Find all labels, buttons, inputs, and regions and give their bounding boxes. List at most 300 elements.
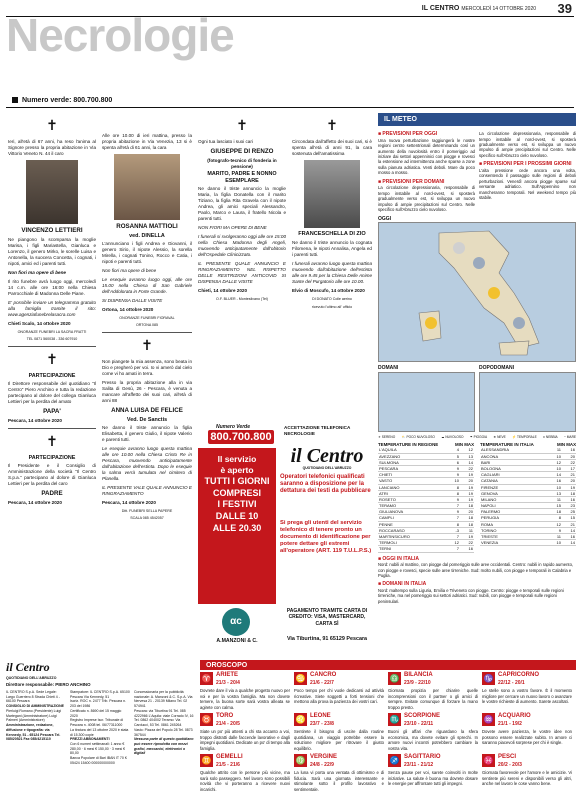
sign-text: Le stelle sono a vostro favore. È il momento migliore per cercare un nuovo lavoro o avanzare le vostre richieste di aumento. Sarete ascoltati. [482, 688, 572, 705]
horoscope-sign [294, 754, 384, 796]
legend-item: ~ MARE [564, 434, 576, 439]
sign-text: Dovete avere pazienza, le vostre idee non possono essere realizzate subito. In amore ci saranno piacevoli sorprese per chi è single. [482, 729, 572, 746]
temp-max: 18 [460, 521, 474, 527]
cross-icon: ✝ [326, 118, 338, 134]
temp-row [378, 546, 474, 552]
italy-map-dopodomani [479, 372, 576, 432]
temp-max: 16 [562, 496, 576, 502]
meteo-domani-text: La circolazione depressionaria, responsabile di tempo instabile al nord-ovest, si sposterà gradualmente verso est, si sviluppa un nuovo impulso di ampie precipitazioni sul Centro. Nelle specifico sull'Abruzzo cielo nuvoloso. [378, 185, 475, 213]
temp-min: 9 [446, 496, 460, 502]
city-name: PALERMO [480, 509, 548, 515]
temp-max: 13 [460, 453, 474, 459]
participation-place: Pescara, 14 ottobre 2020 [8, 417, 62, 423]
sign-name: PESCI [498, 754, 517, 760]
cross-icon: ✝ [46, 118, 58, 134]
temp-max: 18 [460, 503, 474, 509]
city-name: BOLOGNA [480, 465, 548, 471]
agency-tel: ricevuto l'ultimo all' ufficio [311, 304, 353, 309]
obituary-funeral: I funerali avranno luogo questa mattina muovendo dall'abitazione dell'estinta alle ore 9.45 per la Chiesa Delle Anime Sante del Purgatorio alle ore 10.00. [292, 261, 372, 284]
city-name: TERAMO [378, 503, 446, 509]
legend-item: ☂ PIOGGIA [469, 434, 488, 439]
city-name: VENEZIA [480, 540, 548, 546]
section-title: Necrologie [6, 9, 234, 61]
domani-italia-text: Nord: maltempo sulla Liguria, Emilia e Triveneto con piogge. Centro: piogge e temporali sulle regioni tirreniche, ma nel pomeriggio sui settori adriatici. Sud: nubili, con piogge e temporali sulle regioni peninsulari. [378, 587, 564, 604]
meteo-forecasts [378, 128, 576, 212]
sign-date: 23/11 - 21/12 [404, 761, 434, 768]
city-name: ROMA [480, 521, 548, 527]
temp-max: 23 [562, 503, 576, 509]
participation-name: PAPA' [43, 407, 61, 415]
temp-max: 15 [562, 515, 576, 521]
meteo-panel [378, 113, 576, 643]
max-label: MAX [464, 441, 474, 447]
city-name: ALESSANDRIA [480, 447, 548, 453]
oroscopo-header: OROSCOPO [200, 660, 576, 670]
ad-service-line: COMPRESI [212, 487, 261, 498]
temp-italia-title: TEMPERATURE IN ITALIA [480, 441, 534, 447]
participation-text: Il Direttore responsabile del quotidiano "Il Centro" Piero Anchino e tutta la redazione partecipano al dolore del collega Gianluca Lettieri per la perdita del amato [8, 380, 96, 404]
temp-max: 14 [562, 527, 576, 533]
ad-brand-logo: il Centro [290, 445, 364, 467]
ad-service-line: Il servizio [217, 454, 257, 464]
city-name: ANCONA [480, 453, 548, 459]
sign-date: 23/9 - 22/10 [404, 679, 431, 686]
sign-text: Sentirete il bisogno di uscire dalla routine quotidiana, un viaggio potrebbe essere la soluzione migliore per ritrovare il giusto equilibrio. [294, 729, 384, 751]
obituary-place: Pescara, 14 ottobre 2020 [102, 499, 156, 505]
sign-date: 21/4 - 20/5 [216, 720, 240, 727]
temp-min: 8 [446, 521, 460, 527]
city-name: FIRENZE [480, 484, 548, 490]
zodiac-icon: ♏ [389, 715, 400, 724]
italy-map-oggi [378, 222, 576, 362]
deceased-subtitle: Ved. De Sanctis [126, 416, 168, 423]
zodiac-icon: ♑ [483, 674, 494, 683]
cross-icon: ✝ [141, 338, 153, 355]
masthead-name: IL CENTRO [421, 5, 460, 12]
temp-max: 19 [460, 496, 474, 502]
column-1 [8, 113, 96, 509]
temp-min: -3 [446, 527, 460, 533]
city-name: GENOVA [480, 490, 548, 496]
temp-min: 6 [446, 459, 460, 465]
map-oggi-label: OGGI [378, 215, 392, 222]
temp-max: 19 [562, 484, 576, 490]
temp-min: 7 [446, 515, 460, 521]
masthead-date: MERCOLEDÌ 14 OTTOBRE 2020 [461, 6, 536, 12]
city-name: L'AQUILA [378, 447, 446, 453]
participation-label: PARTECIPAZIONE [28, 454, 76, 461]
obituary-intro: Presso la propria abitazione alla in via Salita di Gesù, 26 - Pescara, è venuta a mancare all'affetto dei suoi cari, all'età di anni 88 [102, 379, 192, 403]
obituary-note: IL PRESENTE VALE QUALE ANNUNCIO E RINGRAZIAMENTO [102, 484, 192, 496]
agency: ONORANZE FUNEBRI FIORAVAL [119, 315, 175, 320]
city-name: CAMPLI [378, 515, 446, 521]
temp-max: 18 [460, 515, 474, 521]
sign-text: Giornata favorevole per l'amore e le amicizie. Vi sentirete più sereni e disponibili verso gli altri, anche nel lavoro le cose vanno bene. [482, 770, 572, 787]
sign-name: BILANCIA [404, 672, 433, 678]
ad-address: Via Tiburtina, 91 65129 Pescara [286, 636, 368, 642]
horoscope-sign [482, 754, 572, 796]
zodiac-icon: ♋ [295, 674, 306, 683]
ad-prega: Si prega gli utenti del servizio telefonico di tenere pronto un documento di identificazione per potere dettare gli estremi all'operatore (ART. 119 T.U.L.P.S.) [280, 520, 372, 554]
max-label: MAX [566, 441, 576, 447]
temp-max: 18 [562, 490, 576, 496]
temp-row [480, 540, 576, 546]
temp-max: 16 [562, 534, 576, 540]
numero-verde: Numero verde: 800.700.800 [22, 97, 113, 104]
temp-min: 5 [446, 453, 460, 459]
temp-min: 10 [548, 465, 562, 471]
obituary-text: Ne danno il triste annuncio la cognata Filomena, le nipoti Annalisa, Angela ed i parenti tutti. [292, 240, 372, 258]
horoscope-sign [200, 672, 290, 714]
obituary-funeral: Le esequie avranno luogo questa mattina alle ore 10.00 nella Chiesa Cristo Re in Pescara, muovendo anticipatamente dall'abitazione dell'estinta. Dopo le esequie la salma verrà tumulata nel cimitero di Planella. [102, 445, 192, 481]
city-name: PESCARA [378, 465, 446, 471]
publisher-col-2: Stampatore: IL CENTRO S.p.A. 65100 Pescara Via Kennedy, 51 Iscriz. ROC n. 2477 Trib. Pescara n. 203 del 1986 Certificato n. 8690 del 15 maggio 2020 Registro Imprese Iscr. Tribunale di Pescara n. 4008 tel. 06/77311000 La tiratura del 13 ottobre 2020 è stata di 15.300 copie PREZZI ABBONAMENTI Con 6 numeri settimanali: 1 anno € 280,00 · 6 mesi € 150,00 · 3 mesi € 80,00 Banca Popolare di Bari IBAN IT 70 K 05424 15400 000000000000 [70, 690, 130, 765]
obituary-place: Ortona, 14 ottobre 2020 [102, 306, 154, 312]
city-name: LANCIANO [378, 484, 446, 490]
min-label: MIN [454, 441, 463, 447]
temp-max: 14 [460, 459, 474, 465]
obituary-note: NON FIORI MA OPERE DI BENE [198, 224, 267, 230]
zodiac-icon: ♒ [483, 715, 494, 724]
ad-numero-verde: 800.700.800 [208, 430, 274, 444]
city-name: AVEZZANO [378, 453, 446, 459]
meteo-domani-title: ■ PREVISIONI PER DOMANI [378, 179, 475, 186]
section-rule [6, 107, 574, 108]
zodiac-icon: ♎ [389, 674, 400, 683]
temp-min: 4 [446, 447, 460, 453]
ad-service-line: è aperto [220, 465, 254, 476]
sign-text: Qualche attrito con le persone più vicine, ma sarà solo passeggero. Nel lavoro sono possibili novità che vi porteranno a ricevere nuovi incarichi. [200, 770, 290, 792]
temp-max: 20 [460, 509, 474, 515]
temp-min: 12 [548, 459, 562, 465]
city-name: CAGLIARI [480, 472, 548, 478]
temp-max: 12 [460, 447, 474, 453]
deceased-name: VINCENZO LETTIERI [21, 226, 83, 234]
temp-regione-block [378, 442, 474, 553]
ad-manzoni: A.MANZONI & C. [216, 638, 258, 644]
sign-date: 23/10 - 22/11 [404, 720, 434, 727]
city-name: CHIETI [378, 472, 446, 478]
obituary-text: Ne danno il triste annuncio la moglie Maria, la figlia Donatella con il marito Tiziano, la figlia Rita Gravela con il nipote Andrea, gli amici speciali Alessandro, Paolo, Marco e Laura, il fratello Nicola e parenti tutti. [198, 186, 286, 221]
oggi-italia-title: ■ OGGI IN ITALIA [378, 556, 576, 563]
oroscopo-grid [200, 672, 576, 794]
legend-item: ⚡ TEMPORALE [512, 434, 537, 439]
portrait-photo [304, 160, 360, 228]
sign-name: GEMELLI [216, 754, 243, 760]
temp-max: 22 [460, 465, 474, 471]
zodiac-icon: ♓ [483, 756, 494, 765]
sign-name: TORO [216, 713, 234, 719]
obituary-dispense: IL PRESENTE QUALE ANNUNCIO E RINGRAZIAMENTO NEL RISPETTO DELLE RESTRIZIONI ANTICOVID SI DISPENSA DALLE VISITE [198, 260, 286, 284]
map-dopodomani [479, 365, 576, 432]
zodiac-icon: ♈ [201, 674, 212, 683]
sign-text: Giornata propizia per chiarire quelle incomprensioni con il partner o gli amici di sempre. Evitate comunque di forzare la mano troppo presto. [388, 688, 478, 710]
temp-italia-table [480, 447, 576, 546]
horoscope-sign [388, 754, 478, 796]
legend-item: ⛅ POCO NUVOLOSO [401, 434, 435, 439]
meteo-oggi-text: Una nuova perturbazione raggiungerà le nostre regioni centro settentrionali determinando così un aumento della nuvolosità entro il pomeriggio ad iniziare dai settori appenninici con piogge e rovesci la estensione ad intermittenza anche sparse a zone sulla pianura adriatica. Venti deboli. Mare da poco mosso a mosso. [378, 137, 475, 176]
meteo-col-right [479, 128, 576, 212]
obituary-intro: Ogni tua lasciato i suoi cari [198, 139, 253, 144]
sign-name: LEONE [310, 713, 331, 719]
zodiac-icon: ♌ [295, 715, 306, 724]
city-name: TERMOLI [378, 540, 446, 546]
publisher-col-3: Concessionaria per la pubblicità nazionale: A. Manzoni & C. S.p.A. Via Nervesa 21 - 20139 Milano Tel. 02 574941 Pescara: via Tiburtina 91 Tel. 085 4222966 L'Aquila: viale Corrado IV, 16 Tel. 0862 404002 Teramo: Via Carducci, 53 Tel. 0861 245264 Vasto: Piazza del Popolo 28 Tel. 0873 367544 Nessuna parte di questo quotidiano può essere riprodotta con mezzi grafici, meccanici, elettronici o digitali [134, 690, 194, 756]
sign-text: Dovrete dare il via a qualche progetto nuovo per voi e per la vostra famiglia. Ma non dovete temere, la buona sorte sarà vostra alleata se agirete con calma. [200, 688, 290, 710]
ad-brand-block [280, 446, 374, 470]
publisher-director: Direttore responsabile: PIERO ANCHINO [6, 682, 91, 688]
sign-name: SCORPIONE [404, 713, 441, 719]
portrait-photo [26, 160, 78, 224]
temp-max: 14 [562, 540, 576, 546]
sign-date: 21/5 - 21/6 [216, 761, 240, 768]
obituary-text: Ne piangono la scomparsa la moglie Marisa, i figli Mariastella, Gianluca e Lorenzo, il genero Mirko, le sorelle Luisa e Antonella, la suocera Concetta, i cognati, i nipoti, amici ed i parenti tutti. [8, 236, 96, 266]
publisher-columns [6, 690, 196, 766]
map-dopodomani-label: DOPODOMANI [479, 365, 514, 372]
temp-min: 8 [446, 484, 460, 490]
cross-icon: ✝ [46, 433, 58, 450]
temp-italia-block [480, 442, 576, 553]
city-name: ATRI [378, 490, 446, 496]
horoscope-sign [482, 713, 572, 755]
temp-max: 21 [562, 521, 576, 527]
cross-icon: ✝ [46, 351, 58, 368]
sign-name: CANCRO [310, 672, 337, 678]
legend-item: ❄ NEVE [493, 434, 506, 439]
city-name: TRIESTE [480, 534, 548, 540]
publisher-sub: QUOTIDIANO DELL'ABRUZZO [6, 675, 57, 680]
temp-min: 8 [446, 490, 460, 496]
city-name: TERNI [378, 546, 446, 552]
deceased-name: GIUSEPPE DI RENZO [210, 147, 274, 155]
meteo-col-left [378, 128, 475, 212]
obituary-text: L'annunciano i figli Andrea e Giovanni, il genero Sirio, il nipote Alessio, la sorella Mirella, i cognati Tonino, Rocco e Catia, i nipoti e parenti tutti. [102, 240, 192, 264]
deceased-name: ANNA LUISA DE FELICE [111, 406, 183, 414]
portrait-photo [114, 154, 180, 220]
temp-max: 25 [562, 509, 576, 515]
temp-max: 19 [460, 490, 474, 496]
zodiac-icon: ♐ [389, 756, 400, 765]
temp-min: 13 [548, 490, 562, 496]
sign-text: La luna vi porta una ventata di ottimismo e di fiducia. Sarà una giornata interessante e stimolante sotto il profilo lavorativo e sentimentale. [294, 770, 384, 792]
city-name: PENNE [378, 521, 446, 527]
temp-max: 20 [562, 478, 576, 484]
page-number: 39 [557, 1, 572, 16]
temp-regione-title: TEMPERATURE IN REGIONE [378, 441, 439, 447]
obituary-intro: Ieri, all'età di 67 anni, ha reso l'anima al Signore presso la propria abitazione in Via Vittorio Veneto N. 44 il caro [8, 139, 96, 156]
temp-min: 9 [446, 509, 460, 515]
sign-text: Poco tempo per chi vuole dedicarsi ad attività ricreative. Siete soggetti a forti tensioni che mettono alla prova la pazienza dei vostri cari. [294, 688, 384, 705]
temp-max: 16 [562, 447, 576, 453]
temp-min: 7 [446, 546, 460, 552]
agency-tel: SCALA 085 4542057 [130, 516, 164, 521]
legend-item: ≡ NEBBIA [543, 434, 558, 439]
temp-max: 19 [460, 472, 474, 478]
temp-min: 10 [548, 540, 562, 546]
cross-icon: ✝ [236, 118, 248, 134]
temp-max: 17 [562, 465, 576, 471]
temp-min: 10 [548, 453, 562, 459]
sign-text: Senza pause per voi, sarete coinvolti in molte iniziative. La salute è buona ma dovrete dosare le energie per affrontare tutti gli impegni. [388, 770, 478, 787]
city-name: BARI [480, 459, 548, 465]
temp-max: 20 [562, 453, 576, 459]
city-name: ROSETO [378, 496, 446, 502]
deceased-subtitle: ved. DINELLA [129, 232, 165, 239]
agency-tel: ORTONA 085 [135, 323, 159, 328]
temp-min: 10 [446, 478, 460, 484]
ad-accettazione: ACCETTAZIONE TELEFONICA NECROLOGIE [284, 425, 351, 436]
italy-map-domani [378, 372, 475, 432]
obituary-intro: Alle ore 10.00 di ieri mattina, presso la propria abitazione in Via Venezia, 13 si è spenta all'età di 61 anni, la cara [102, 133, 192, 150]
city-name: MARTINSICURO [378, 534, 446, 540]
temp-min: 11 [548, 534, 562, 540]
sign-name: SAGITTARIO [404, 754, 441, 760]
temp-max: 16 [460, 546, 474, 552]
sign-date: 22/12 - 20/1 [498, 679, 525, 686]
temp-min: 18 [548, 509, 562, 515]
horoscope-sign [482, 672, 572, 714]
temp-max: 19 [460, 534, 474, 540]
sign-date: 24/8 - 22/9 [310, 761, 334, 768]
obituary-place: Chieti, 14 ottobre 2020 [198, 287, 248, 293]
sign-date: 21/3 - 20/4 [216, 679, 240, 686]
temp-min: 7 [446, 503, 460, 509]
temp-min: 11 [548, 447, 562, 453]
zodiac-icon: ♊ [201, 756, 212, 765]
temp-max: 11 [460, 527, 474, 533]
obituary-funeral: I funerali si svolgeranno oggi alle ore 15:00 nella Chiesa Madonna degli Angeli, muovendo anticipatamente dall'obitorio dell'Ospedale Clinicizzato. [198, 233, 286, 257]
sign-date: 21/1 - 19/2 [498, 720, 522, 727]
divider [102, 332, 192, 333]
horoscope-sign [294, 713, 384, 755]
manzoni-logo-icon: αc [222, 608, 250, 636]
temp-min: 15 [548, 503, 562, 509]
zodiac-icon: ♍ [295, 756, 306, 765]
sign-name: VERGINE [310, 754, 338, 760]
temp-min: 7 [446, 534, 460, 540]
temp-min: 9 [446, 472, 460, 478]
city-name: GIULIANOVA [378, 509, 446, 515]
temp-min: 11 [548, 496, 562, 502]
legend-item: ☀ SERENO [378, 434, 396, 439]
divider [8, 346, 96, 347]
oggi-italia-text: Nord: nubili al mattino, con piogge dal pomeriggio sulle aree occidentali. Centro: nubili in rapido aumento, con piogge e rovesci, specie sulle aree tirreniche. Sud: molto nubili, con piogge e temporali in Calabria e Puglia. [378, 562, 574, 578]
sign-name: CAPRICORNO [498, 672, 540, 678]
masthead [422, 4, 536, 13]
temp-min: 10 [548, 484, 562, 490]
deceased-name: ROSANNA MATTIOLI [116, 222, 178, 230]
sign-name: ARIETE [216, 672, 239, 678]
obituary-quote: Non piangete la mia assenza, sono beata in Dio e pregherò per voi. Io vi amerò dal cielo come vi ho amati in terra. [102, 359, 192, 376]
sign-text: Buoni gli affari che riguardano la sfera economica, ma dovete evitare gli sprechi. In amore nuovi incontri potrebbero cambiare la vostra vita. [388, 729, 478, 751]
meteo-prossimi-title: ■ PREVISIONI PER I PROSSIMI GIORNI [479, 161, 576, 168]
obituary-place: Chieti Scalo, 14 ottobre 2020 [8, 320, 71, 326]
obituary-intro: Circondata dall'affetto dei suoi cari, si è spenta all'età di anni 91, la cara sostenuta dell'amatissima [292, 139, 372, 156]
sign-date: 20/2 - 20/3 [498, 761, 522, 768]
ad-service-line: DALLE 10 [215, 511, 259, 522]
temp-max: 20 [460, 478, 474, 484]
sign-name: ACQUARIO [498, 713, 531, 719]
sign-date: 23/7 - 23/8 [310, 720, 334, 727]
divider [8, 428, 96, 429]
obituary-funeral: Il rito funebre avrà luogo oggi, mercoledì 14 c.m. alle ore 16:00 nella Chiesa Parrocchiale di Madonna Delle Piane. [8, 278, 96, 296]
publisher-info [6, 660, 196, 794]
map-domani-label: DOMANI [378, 365, 399, 372]
agency: Ditt. FUNEBRI SELLA PAPERE [121, 508, 173, 513]
deceased-subtitle: MARITO, PADRE E NONNO ESEMPLARE [207, 170, 277, 184]
temp-min: 9 [548, 527, 562, 533]
temp-min: 9 [446, 465, 460, 471]
temperature-tables [378, 442, 576, 553]
meteo-legend [378, 435, 576, 439]
obituary-funeral: Le esequie avranno luogo oggi, alle ore 15.00 nella Chiesa di San Gabriele dell'Addolorata in Forte Grande. [102, 276, 192, 294]
city-name: NAPOLI [480, 503, 548, 509]
meteo-continued-text: La circolazione depressionaria, responsabile di tempo instabile al nord-ovest, si sposterà gradualmente verso est, si sviluppa un nuovo impulso di ampie precipitazioni sul Centro. Nelle specifico sull'Abruzzo cielo nuvoloso. [479, 131, 576, 158]
zodiac-icon: ♉ [201, 715, 212, 724]
italy-map-icon [379, 223, 577, 363]
city-name: VASTO [378, 478, 446, 484]
temp-max: 19 [460, 484, 474, 490]
column-3 [198, 113, 286, 304]
temp-regione-table [378, 447, 474, 552]
participation-place: Pescara, 14 ottobre 2020 [8, 499, 62, 505]
temp-max: 22 [562, 459, 576, 465]
ad-service-line: I FESTIVI [217, 499, 257, 510]
temp-min: 16 [548, 478, 562, 484]
legend-item: ☁ NUVOLOSO [441, 434, 464, 439]
temp-min: 12 [548, 521, 562, 527]
ad-brand-sub: QUOTIDIANO DELL'ABRUZZO [302, 466, 352, 470]
temp-max: 22 [460, 540, 474, 546]
meteo-prossimi-text: L'alta pressione cede ancora una volta, consentendo il passaggio sulle regioni di deboli perturbazioni. Venerdì ancora piogge sparse sul versante adriatico. Sull'Appennino non mancheranno temporali. Nel weekend tempo più stabile. [479, 167, 576, 201]
ad-service-box [198, 448, 276, 604]
sign-text: Siate un po' più attenti a chi sta accanto a voi, troppo distratti dalle faccende lavorative e dagli impegni quotidiani. Dedicate un po' di tempo alla famiglia. [200, 729, 290, 751]
obituary-note: Non fiori ma opere di bene [8, 269, 66, 275]
publisher-logo: il Centro [6, 660, 50, 674]
horoscope-sign [200, 754, 290, 796]
temp-min: 8 [548, 515, 562, 521]
publisher-col-1: IL CENTRO S.p.A. Sede Legale: Largo Guerriero 8 Strada Chieti 4 - 66100 Pescara CONSIGLIO DI AMMINISTRAZIONE Pierluigi Romano (Presidente) Luigi Martegani (Amministratore) Luigi Palmeri (Amministratore) Amministrazione, redazione, diffusione e tipografia: via Kennedy, 51 - 65124 Pescara Tel. 085/20521 Fax 085/4215110 [6, 690, 65, 742]
temp-max: 21 [562, 472, 576, 478]
horoscope-sign [388, 713, 478, 755]
city-name: CATANIA [480, 478, 548, 484]
map-domani [378, 365, 475, 432]
horoscope-sign [200, 713, 290, 755]
obituary-place: Elvio di Moscufo, 14 ottobre 2020 [292, 287, 365, 293]
city-name: SULMONA [378, 459, 446, 465]
meteo-small-maps [378, 365, 576, 432]
city-name: TORINO [480, 527, 548, 533]
participation-text: Il Presidente e il Consiglio di Amministrazione della società "Il Centro S.p.a." partecipano al dolore di Gianluca Lettieri per la perdita del caro [8, 462, 96, 486]
temp-min: 12 [446, 540, 460, 546]
obituary-note: Non fiori ma opere di bene [102, 267, 157, 273]
ad-numero-label: Numero Verde [216, 424, 250, 430]
city-name: PERUGIA [480, 515, 548, 521]
agency: O.F. BLUER - Montesilvano (Tel) [216, 296, 268, 301]
obituary-text: Ne danno il triste annuncio la figlia Elisabetta, il genero Giulio, il nipote Valerio e parenti tutti. [102, 424, 192, 442]
sign-date: 21/6 - 22/7 [310, 679, 334, 686]
column-4 [292, 113, 372, 312]
ad-pagamento: PAGAMENTO TRAMITE CARTA DI CREDITO: VISA, MASTERCARD, CARTA SÌ [286, 608, 368, 627]
city-name: ROCCARASO [378, 527, 446, 533]
obituary-telegram: E' possibile inviare un telegramma gratuito alla famiglia tramite il sito: www.agenziafunebrelasacra.com [8, 299, 96, 317]
ad-service-line: ALLE 20.30 [212, 522, 262, 533]
ad-operatori: Operatori telefonici qualificati saranno a disposizione per la dettatura dei testi da pubblicare [280, 474, 371, 495]
deceased-name: FRANCESCHELLA DI ZIO [298, 230, 366, 237]
participation-name: PADRE [41, 489, 63, 497]
min-label: MIN [556, 441, 565, 447]
domani-italia-title: ■ DOMANI IN ITALIA [378, 581, 576, 588]
